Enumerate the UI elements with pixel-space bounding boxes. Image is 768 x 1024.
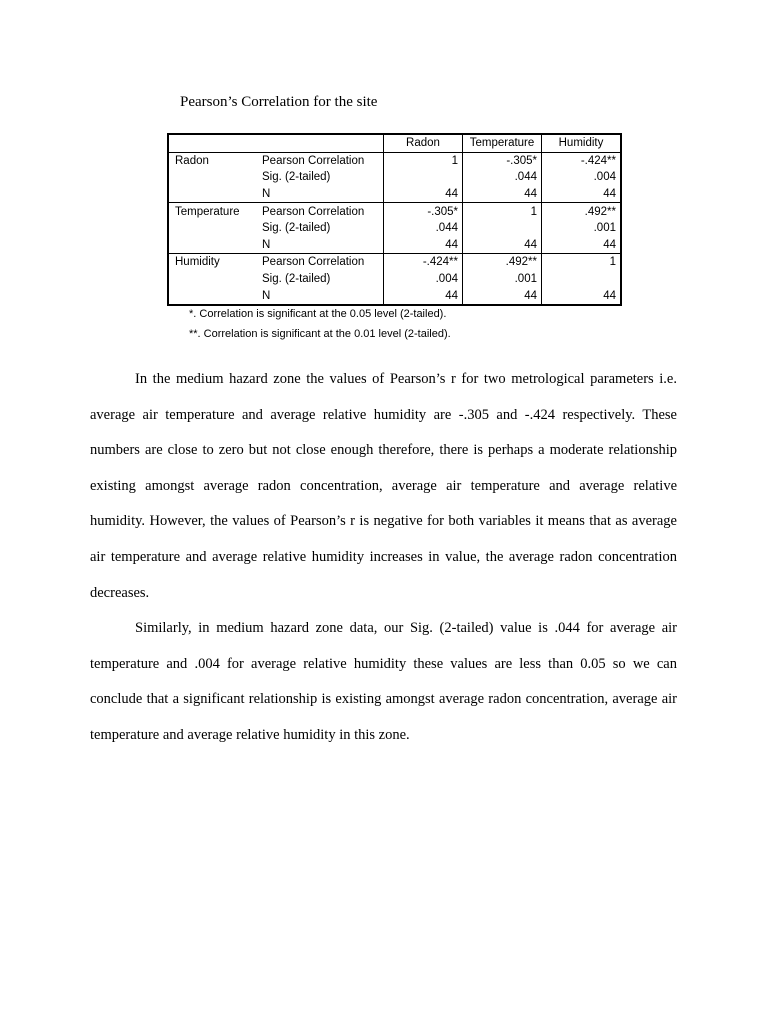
footnote-significance-005: *. Correlation is significant at the 0.05 level (2-tailed). [189, 308, 447, 320]
cell-value: 1 [384, 152, 463, 169]
cell-value: 44 [542, 237, 622, 254]
cell-value [463, 220, 542, 237]
cell-value: 44 [542, 186, 622, 203]
cell-value: -.305* [463, 152, 542, 169]
table-row [168, 152, 621, 169]
stat-label: N [258, 186, 384, 203]
cell-value [542, 271, 622, 288]
group-label-humidity: Humidity [175, 256, 220, 269]
table-row [168, 237, 621, 254]
header-blank-1 [168, 134, 258, 152]
table-footnotes [189, 304, 451, 344]
cell-value [384, 169, 463, 186]
cell-value: .001 [463, 271, 542, 288]
stat-label: Sig. (2-tailed) [262, 222, 331, 235]
stat-label: Pearson Correlation [262, 154, 365, 167]
stat-label: Sig. (2-tailed) [262, 273, 331, 286]
cell-value: 44 [384, 186, 463, 203]
group-label-radon: Radon [175, 154, 209, 167]
paragraph: Similarly, in medium hazard zone data, our Sig. (2-tailed) value is .044 for average air temperature and .004 for average relative humidity these values are less than 0.05 so we can conclude that a significant relationship is existing amongst average radon concentration, average air temperature and average relative humidity in this zone. [90, 620, 677, 743]
cell-value: 44 [463, 287, 542, 305]
body-text [90, 362, 677, 754]
cell-value: -.305* [384, 203, 463, 220]
cell-value: -.424** [384, 254, 463, 271]
table-row [168, 287, 621, 305]
cell-value: .044 [463, 169, 542, 186]
table-row [168, 220, 621, 237]
cell-value: .001 [542, 220, 622, 237]
cell-value: .004 [542, 169, 622, 186]
footnote-significance-001: **. Correlation is significant at the 0.01 level (2-tailed). [189, 328, 451, 340]
table-row [168, 254, 621, 271]
stat-label: Sig. (2-tailed) [262, 171, 331, 184]
stat-label: Pearson Correlation [262, 205, 365, 218]
table-caption: Pearson’s Correlation for the site [180, 94, 378, 110]
header-radon: Radon [384, 134, 463, 152]
group-label-temperature: Temperature [175, 205, 240, 218]
cell-value: 1 [542, 254, 622, 271]
table-row [168, 169, 621, 186]
cell-value: .492** [463, 254, 542, 271]
paragraph: In the medium hazard zone the values of Pearson’s r for two metrological parameters i.e. average air temperature and average relative humidity are -.305 and -.424 respectively. These numbers are close to zero but not close enough therefore, there is perhaps a moderate relationship existing amongst average radon concentration, average air temperature and average relative humidity. However, the values of Pearson’s r is negative for both variables it means that as average air temperature and average relative humidity increases in value, the average radon concentration decreases. [90, 371, 677, 601]
header-humidity: Humidity [542, 134, 622, 152]
table-row [168, 203, 621, 220]
correlation-table [167, 133, 622, 306]
stat-label: N [258, 237, 384, 254]
cell-value: 44 [463, 186, 542, 203]
table-header-row [168, 134, 621, 152]
table-row [168, 186, 621, 203]
cell-value: -.424** [542, 152, 622, 169]
stat-label: Pearson Correlation [262, 256, 365, 269]
cell-value: 44 [384, 287, 463, 305]
cell-value: .004 [384, 271, 463, 288]
stat-label: N [262, 289, 271, 302]
cell-value: .044 [384, 220, 463, 237]
cell-value: 44 [542, 287, 622, 305]
table-row [168, 271, 621, 288]
cell-value: 1 [463, 203, 542, 220]
cell-value: 44 [384, 237, 463, 254]
cell-value: 44 [463, 237, 542, 254]
header-temperature: Temperature [463, 134, 542, 152]
cell-value: .492** [542, 203, 622, 220]
header-blank-2 [258, 134, 384, 152]
